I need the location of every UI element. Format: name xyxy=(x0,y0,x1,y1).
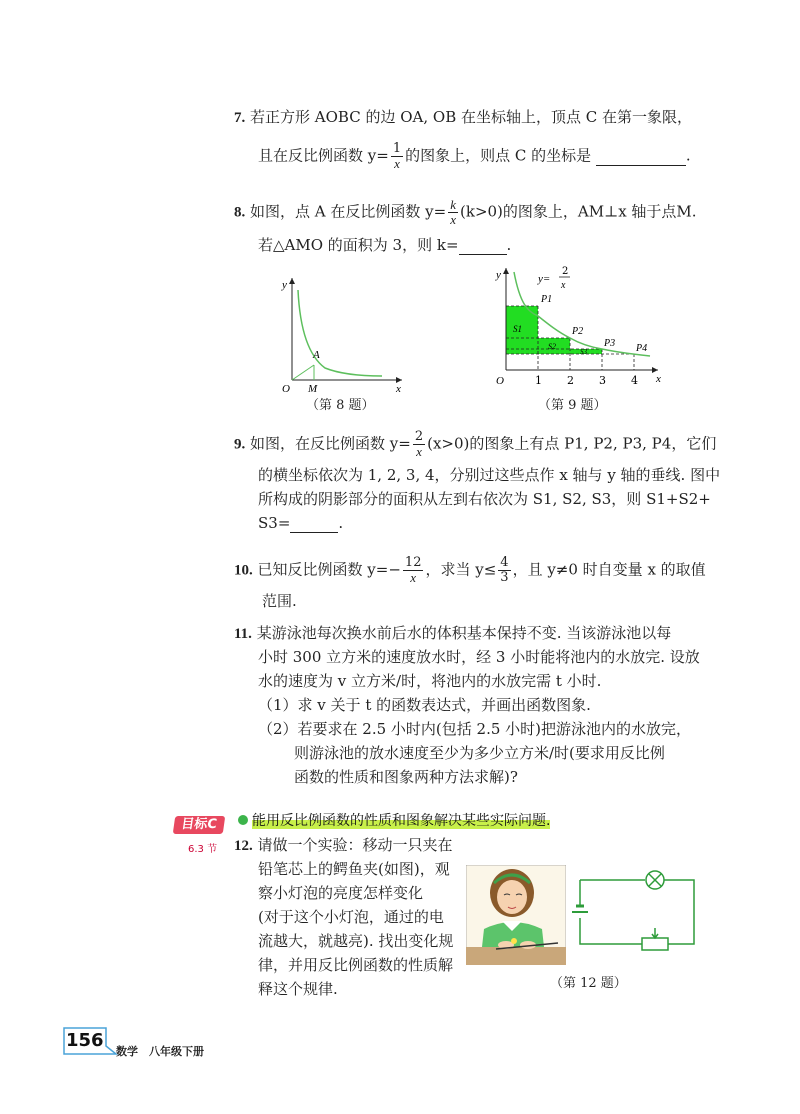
q10-line1 xyxy=(234,556,706,585)
rheostat-icon xyxy=(642,938,668,950)
q7-end: . xyxy=(685,146,691,165)
fig9-eq-bot: x xyxy=(561,280,566,291)
fig9-y-label: y xyxy=(496,269,501,281)
fig9-s2-label: S2 xyxy=(548,342,556,351)
fig9-s3-label: S3 xyxy=(580,348,587,356)
q9-fraction xyxy=(413,430,425,459)
q10-number: 10. xyxy=(234,562,253,579)
fig8-curve xyxy=(298,290,382,376)
fig9-tick-2: 2 xyxy=(567,374,574,387)
q9-text-1a: 如图，在反比例函数 y= xyxy=(250,434,411,453)
goal-text: 能用反比例函数的性质和图象解决某些实际问题. xyxy=(252,813,551,829)
goal-statement xyxy=(238,812,550,830)
q12-text-1: 请做一个实验：移动一只夹在 xyxy=(257,836,453,854)
q10-frac1-den: x xyxy=(410,570,417,585)
q7-line2 xyxy=(258,142,691,171)
fig8-m-label: M xyxy=(308,383,318,395)
q9-line3: 所构成的阴影部分的面积从左到右依次为 S1, S2, S3，则 S1+S2+ xyxy=(258,490,711,508)
fig9-tick-1: 1 xyxy=(535,374,542,387)
q10-text-1c: ，且 y≠0 时自变量 x 的取值 xyxy=(512,560,706,579)
q8-text-1b: (k>0)的图象上，AM⊥x 轴于点M. xyxy=(460,202,697,221)
rheostat-slider xyxy=(652,928,658,938)
q9-frac-num: 2 xyxy=(414,429,424,444)
q11-line1 xyxy=(234,624,671,643)
q7-frac-den: x xyxy=(394,156,400,171)
q7-line1 xyxy=(234,108,692,127)
q8-text-1a: 如图，点 A 在反比例函数 y= xyxy=(250,202,447,221)
q9-text-1b: (x>0)的图象上有点 P1, P2, P3, P4，它们 xyxy=(427,434,717,453)
q11-line3: 水的速度为 v 立方米/时，将池内的水放完需 t 小时. xyxy=(258,672,602,690)
q8-end: . xyxy=(506,236,512,254)
fig8-caption: （第 8 题） xyxy=(306,398,375,413)
q12-line5: 流越大，就越亮). 找出变化规 xyxy=(258,932,454,950)
circuit-diagram xyxy=(570,868,700,958)
q11-sub2c: 函数的性质和图象两种方法求解)? xyxy=(294,768,518,786)
q12-line2: 铅笔芯上的鳄鱼夹(如图)，观 xyxy=(258,860,450,878)
circuit-right-wire xyxy=(664,880,694,944)
q7-text-2a: 且在反比例函数 y= xyxy=(258,146,389,165)
figure-9 xyxy=(486,262,666,396)
q12-line4: (对于这个小灯泡，通过的电 xyxy=(258,908,444,926)
goal-tag: 目标C xyxy=(173,816,226,834)
q9-number: 9. xyxy=(234,436,246,453)
fig9-p2-label: P2 xyxy=(572,326,584,337)
footer-book-title: 数学 八年级下册 xyxy=(116,1045,204,1058)
goal-section: 6.3 节 xyxy=(188,844,218,855)
page-number: 156 xyxy=(66,1030,104,1051)
fig8-y-arrow xyxy=(289,278,295,284)
fig8-x-label: x xyxy=(396,383,401,395)
fig9-origin-label: O xyxy=(496,375,504,387)
fig9-eq-top: 2 xyxy=(562,266,569,277)
fig9-s1-label: S1 xyxy=(513,324,522,334)
fig8-origin-label: O xyxy=(282,383,290,395)
q11-sub2a: （2）若要求在 2.5 小时内(包括 2.5 小时)把游泳池内的水放完， xyxy=(258,720,692,738)
q10-text-1a: 已知反比例函数 y=− xyxy=(257,560,401,579)
fig8-a-label: A xyxy=(313,349,320,361)
q11-text-1: 某游泳池每次换水前后水的体积基本保持不变. 当该游泳池以每 xyxy=(256,624,672,642)
q8-frac-num: k xyxy=(450,197,456,212)
q11-number: 11. xyxy=(234,626,252,642)
fig8-y-label: y xyxy=(282,279,287,291)
q12-number: 12. xyxy=(234,838,253,854)
q9-frac-den: x xyxy=(416,444,422,459)
q8-frac-den: x xyxy=(450,212,456,227)
q11-line2: 小时 300 立方米的速度放水时，经 3 小时能将池内的水放完. 设放 xyxy=(258,648,700,666)
q7-text-2b: 的图象上，则点 C 的坐标是 xyxy=(405,146,592,165)
q8-answer-blank[interactable] xyxy=(459,236,507,255)
q10-fraction-1 xyxy=(403,556,424,585)
fig9-eq-lhs: y= xyxy=(538,273,551,285)
fig9-p3-label: P3 xyxy=(604,338,616,349)
q8-line2 xyxy=(258,236,511,255)
q9-line2: 的横坐标依次为 1, 2, 3, 4，分别过这些点作 x 轴与 y 轴的垂线. 图中 xyxy=(258,466,721,484)
q10-frac1-num: 12 xyxy=(404,555,422,570)
q10-fraction-2 xyxy=(498,556,510,585)
q10-text-1b: ，求当 y≤ xyxy=(425,560,497,579)
fig9-tick-4: 4 xyxy=(631,374,638,387)
q8-number: 8. xyxy=(234,204,246,221)
q9-answer-blank[interactable] xyxy=(290,514,338,533)
q9-line1 xyxy=(234,430,716,459)
q8-text-2a: 若△AMO 的面积为 3，则 k= xyxy=(258,236,459,254)
q12-line1 xyxy=(234,836,453,855)
goal-bullet-icon xyxy=(238,815,248,825)
fig9-x-label: x xyxy=(656,373,661,385)
q7-fraction xyxy=(391,142,403,171)
q12-caption: （第 12 题） xyxy=(550,976,627,991)
q9-end: . xyxy=(338,514,344,532)
fig8-segment-oa xyxy=(292,365,314,380)
fig9-p4-label: P4 xyxy=(636,343,648,354)
q7-number: 7. xyxy=(234,110,246,126)
q7-text-1: 若正方形 AOBC 的边 OA, OB 在坐标轴上，顶点 C 在第一象限， xyxy=(250,108,693,126)
q7-frac-num: 1 xyxy=(392,141,402,156)
q10-frac2-num: 4 xyxy=(500,555,509,570)
q10-line2: 范围. xyxy=(262,592,297,610)
q12-line6: 律，并用反比例函数的性质解 xyxy=(258,956,454,974)
q11-sub2b: 则游泳池的放水速度至少为多少立方米/时(要求用反比例 xyxy=(294,744,665,762)
q7-answer-blank[interactable] xyxy=(596,147,686,166)
q11-sub1: （1）求 v 关于 t 的函数表达式，并画出函数图象. xyxy=(258,696,591,714)
q10-frac2-den: 3 xyxy=(500,570,509,585)
fig9-y-arrow xyxy=(503,268,509,274)
circuit-bottom-wire xyxy=(580,918,642,944)
q9-line4 xyxy=(258,514,343,533)
q12-line3: 察小灯泡的亮度怎样变化 xyxy=(258,884,424,902)
fig9-p1-label: P1 xyxy=(541,294,553,305)
girl-experiment-illustration xyxy=(466,865,566,965)
q9-text-4a: S3= xyxy=(258,514,291,532)
q8-fraction xyxy=(448,198,458,227)
fig9-caption: （第 9 题） xyxy=(538,398,607,413)
q8-line1 xyxy=(234,198,697,227)
figure-8 xyxy=(270,272,410,396)
q12-line7: 释这个规律. xyxy=(258,980,338,998)
fig9-tick-3: 3 xyxy=(599,374,606,387)
